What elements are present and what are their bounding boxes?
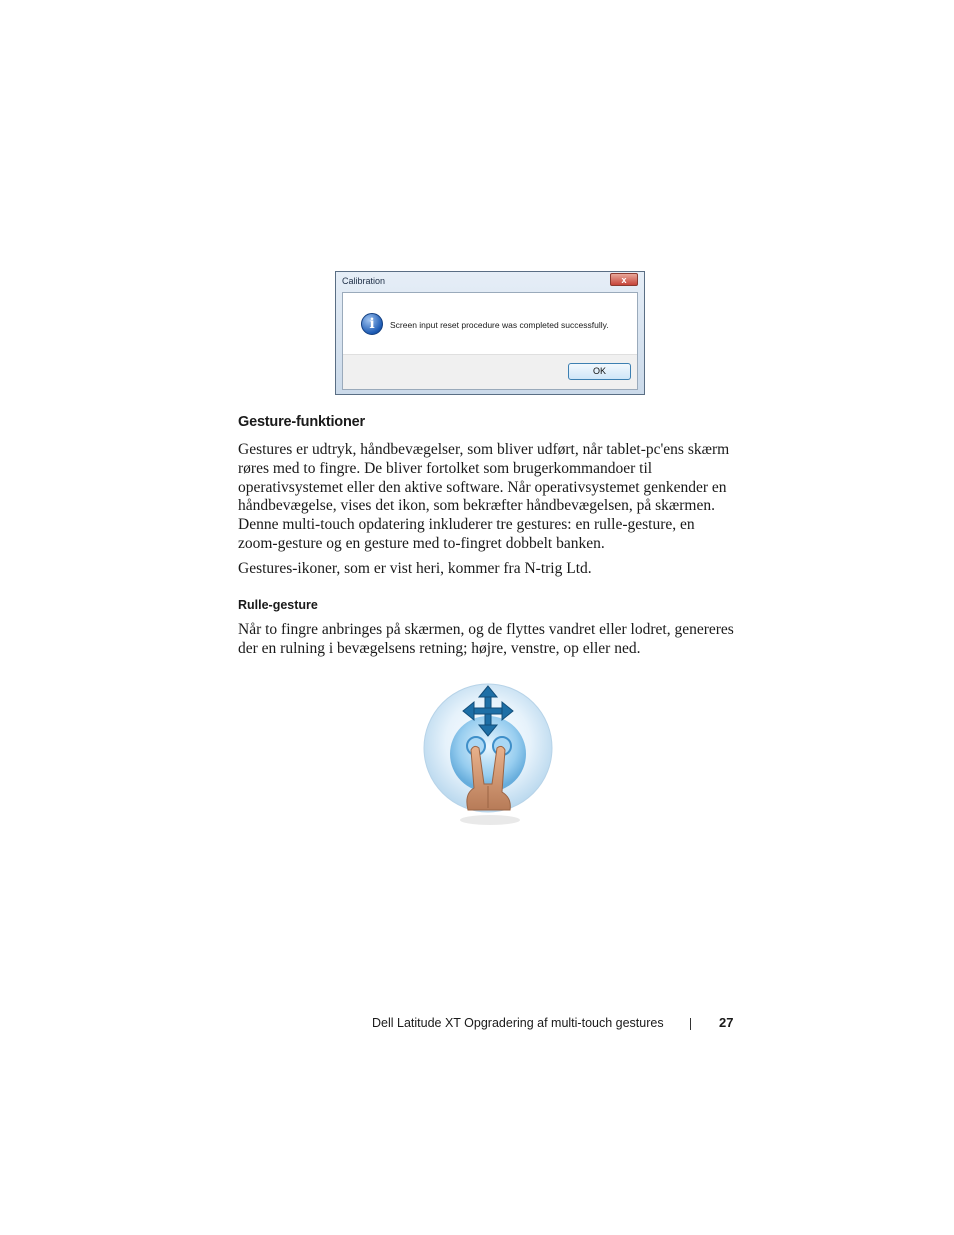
- footer-separator: [690, 1018, 691, 1030]
- ok-button[interactable]: OK: [568, 363, 631, 380]
- dialog-message: Screen input reset procedure was completed successfully.: [390, 320, 609, 330]
- subsection-paragraph: Når to fingre anbringes på skærmen, og de flyttes vandret eller lodret, genereres der en rulning i bevægelsens retning; højre, venstre, op eller ned.: [238, 621, 734, 657]
- info-icon: i: [361, 313, 383, 335]
- section-heading: Gesture-funktioner: [238, 414, 365, 430]
- close-icon[interactable]: x: [610, 273, 638, 286]
- calibration-dialog: [335, 271, 645, 395]
- dialog-body: [342, 292, 638, 390]
- scroll-gesture-icon: [418, 680, 558, 830]
- subsection-heading: Rulle-gesture: [238, 598, 318, 612]
- section-paragraph-1: Gestures er udtryk, håndbevægelser, som bliver udført, når tablet-pc'ens skærm røres med to fingre. De bliver fortolket som brugerkommandoer til operativsystemet eller den aktive software. Når operativsystemet genkender en håndbevægelse, vises det ikon, som bekræfter håndbevægelsen, på skærmen. Denne multi-touch opdatering inkluderer tre gestures: en rulle-gesture, en zoom-gesture og en gesture med to-fingret dobbelt banken.: [238, 441, 730, 552]
- footer-document-title: Dell Latitude XT Opgradering af multi-touch gestures: [372, 1016, 664, 1030]
- dialog-title: Calibration: [342, 276, 386, 286]
- page-number: 27: [719, 1015, 734, 1030]
- section-paragraph-2: Gestures-ikoner, som er vist heri, kommer fra N-trig Ltd.: [238, 560, 592, 577]
- dialog-footer: [343, 354, 637, 389]
